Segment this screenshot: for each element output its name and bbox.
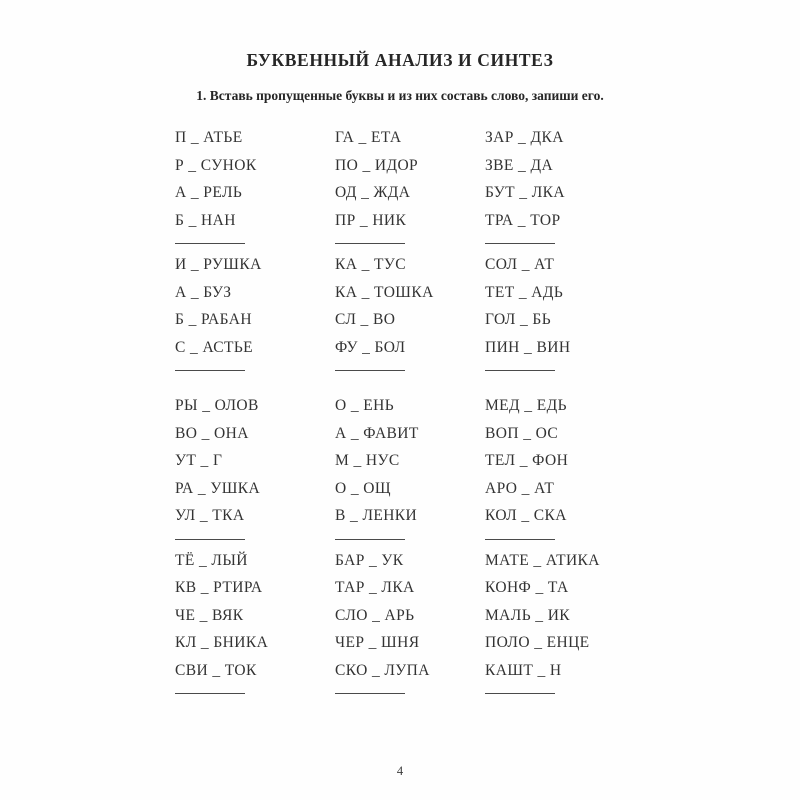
word-block — [175, 392, 800, 547]
word-item: СВИ _ ТОК — [175, 661, 257, 679]
answer-line — [175, 693, 245, 694]
word-column — [485, 547, 800, 702]
word-item: СКО _ ЛУПА — [335, 661, 430, 679]
word-column — [335, 547, 485, 702]
word-item: МЕД _ ЕДЬ — [485, 397, 567, 414]
word-column — [485, 124, 800, 251]
word-item: П _ АТЬЕ — [175, 129, 243, 146]
word-item: ПО _ ИДОР — [335, 156, 419, 174]
word-item: КА _ ТОШКА — [335, 283, 434, 301]
answer-line — [335, 370, 405, 371]
word-item: РЫ _ ОЛОВ — [175, 397, 259, 414]
answer-line — [485, 539, 555, 540]
word-block — [175, 124, 800, 251]
word-blocks — [175, 124, 800, 701]
word-column — [485, 392, 800, 547]
word-item: УТ _ Г — [175, 452, 223, 469]
word-item: СЛО _ АРЬ — [335, 606, 415, 624]
answer-line — [175, 370, 245, 371]
word-item: ЗАР _ ДКА — [485, 129, 564, 146]
word-item: БУТ _ ЛКА — [485, 184, 565, 201]
word-item: БАР _ УК — [335, 551, 404, 569]
word-item: КЛ _ БНИКА — [175, 634, 269, 651]
word-item: С _ АСТЬЕ — [175, 338, 254, 356]
word-item: АРО _ АТ — [485, 479, 555, 497]
word-item: ТРА _ ТОР — [485, 211, 561, 229]
word-item: А _ РЕЛЬ — [175, 184, 243, 201]
word-item: ЧЕ _ ВЯК — [175, 606, 244, 624]
word-item: РА _ УШКА — [175, 479, 261, 497]
word-item: ГОЛ _ БЬ — [485, 311, 552, 328]
word-column — [175, 251, 335, 392]
word-item: ВОП _ ОС — [485, 424, 559, 442]
word-item: Б _ НАН — [175, 211, 236, 229]
word-item: М _ НУС — [335, 452, 400, 469]
word-block — [175, 251, 800, 392]
word-column — [175, 547, 335, 702]
word-item: О _ ОЩ — [335, 479, 391, 497]
word-item: КОЛ _ СКА — [485, 507, 567, 524]
word-item: Р _ СУНОК — [175, 156, 257, 174]
answer-line — [335, 693, 405, 694]
word-item: ФУ _ БОЛ — [335, 338, 406, 356]
word-column — [335, 124, 485, 251]
word-column — [335, 392, 485, 547]
word-item: ОД _ ЖДА — [335, 184, 411, 201]
word-item: И _ РУШКА — [175, 256, 262, 273]
word-item: ПОЛО _ ЕНЦЕ — [485, 634, 590, 651]
word-item: УЛ _ ТКА — [175, 507, 245, 524]
word-item: ЗВЕ _ ДА — [485, 156, 554, 174]
word-item: СЛ _ ВО — [335, 311, 396, 328]
word-item: Б _ РАБАН — [175, 311, 252, 328]
answer-line — [485, 370, 555, 371]
answer-line — [335, 539, 405, 540]
word-item: КВ _ РТИРА — [175, 579, 263, 596]
word-item: ВО _ ОНА — [175, 424, 249, 442]
answer-line — [485, 693, 555, 694]
word-block — [175, 547, 800, 702]
word-item: О _ ЕНЬ — [335, 397, 395, 414]
word-item: ЧЕР _ ШНЯ — [335, 634, 420, 651]
word-item: ПИН _ ВИН — [485, 338, 571, 356]
word-item: ГА _ ЕТА — [335, 129, 402, 146]
word-item: В _ ЛЕНКИ — [335, 507, 418, 524]
answer-line — [175, 539, 245, 540]
answer-line — [485, 243, 555, 244]
word-column — [335, 251, 485, 392]
answer-line — [175, 243, 245, 244]
word-item: КАШТ _ Н — [485, 661, 562, 679]
word-item: А _ БУЗ — [175, 283, 232, 301]
word-column — [485, 251, 800, 392]
word-item: КОНФ _ ТА — [485, 579, 569, 596]
word-item: ТЕЛ _ ФОН — [485, 452, 569, 469]
word-item: МАТЕ _ АТИКА — [485, 551, 600, 569]
answer-line — [335, 243, 405, 244]
word-column — [175, 392, 335, 547]
word-item: ПР _ НИК — [335, 211, 407, 229]
word-item: КА _ ТУС — [335, 256, 407, 273]
word-item: СОЛ _ АТ — [485, 256, 555, 273]
word-item: ТЕТ _ АДЬ — [485, 283, 564, 301]
task-instruction: 1. Вставь пропущенные буквы и из них составь слово, запиши его. — [196, 88, 604, 103]
word-column — [175, 124, 335, 251]
page-number: 4 — [396, 764, 404, 778]
word-item: ТЁ _ ЛЫЙ — [175, 551, 248, 569]
word-item: МАЛЬ _ ИК — [485, 606, 571, 624]
word-item: А _ ФАВИТ — [335, 424, 419, 442]
page-title: БУКВЕННЫЙ АНАЛИЗ И СИНТЕЗ — [246, 50, 554, 70]
word-item: ТАР _ ЛКА — [335, 579, 415, 596]
